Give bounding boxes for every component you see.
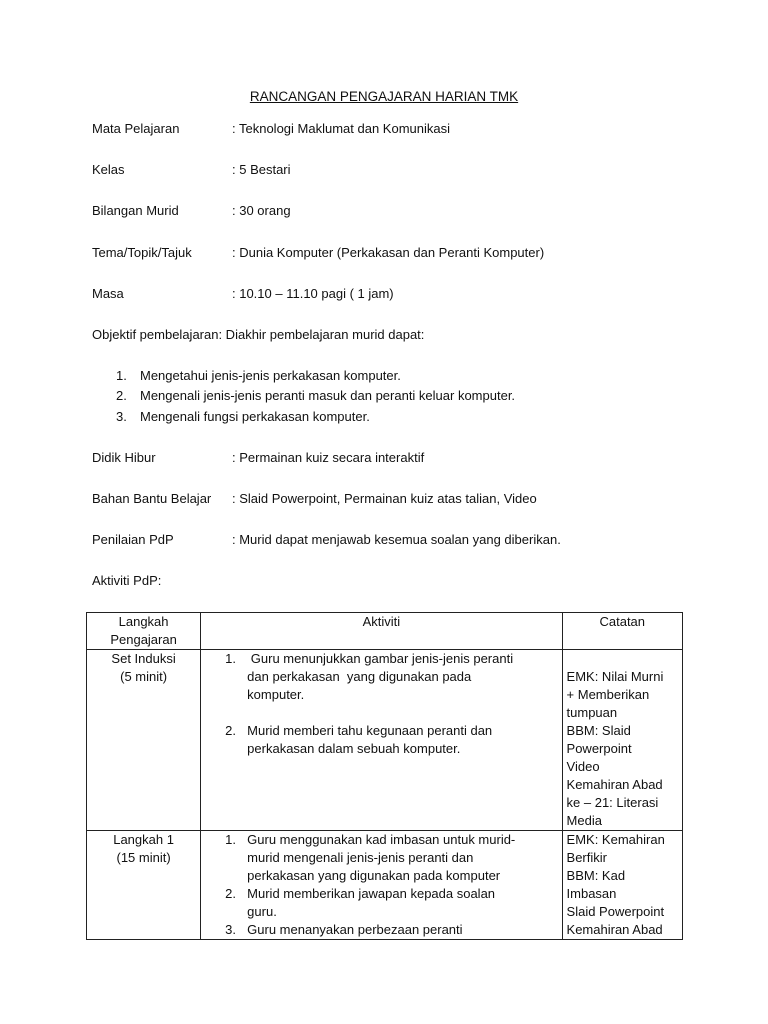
field-value: : 30 orang <box>232 203 291 218</box>
objective-item <box>116 408 370 426</box>
header-step-line: Langkah <box>118 614 169 629</box>
spacer <box>205 704 557 722</box>
step-cell <box>87 650 201 831</box>
activity-line: komputer. <box>247 687 305 702</box>
objective-heading: Objektif pembelajaran: Diakhir pembelajaran murid dapat: <box>92 327 425 342</box>
note-line: BBM: Kad <box>566 868 626 883</box>
note-line: BBM: Slaid <box>566 723 631 738</box>
activity-line: dan perkakasan yang digunakan pada <box>247 669 472 684</box>
activity-number: 1. <box>225 651 237 666</box>
objective-number: 1. <box>116 368 127 383</box>
note-line: EMK: Nilai Murni <box>566 669 664 684</box>
activity-line: Murid memberi tahu kegunaan peranti dan <box>247 723 493 738</box>
activity-cell <box>201 831 562 940</box>
note-line: Imbasan <box>566 886 617 901</box>
note-line: Media <box>566 813 602 828</box>
notes-cell <box>562 831 682 940</box>
note-line: Kemahiran Abad <box>566 922 663 937</box>
note-line: EMK: Kemahiran <box>566 832 665 847</box>
field-value: : Murid dapat menjawab kesemua soalan yang diberikan. <box>232 532 561 547</box>
activity-item <box>205 831 557 885</box>
header-step <box>87 613 201 650</box>
step-duration: (15 minit) <box>116 850 171 865</box>
field-label: Didik Hibur <box>92 450 156 465</box>
activity-line: perkakasan dalam sebuah komputer. <box>247 741 461 756</box>
activity-number: 1. <box>225 832 237 847</box>
objective-number: 2. <box>116 388 127 403</box>
objective-item <box>116 367 401 385</box>
notes-cell <box>562 650 682 831</box>
activity-number: 3. <box>225 922 237 937</box>
field-value: : 10.10 – 11.10 pagi ( 1 jam) <box>232 286 394 301</box>
field-value: : Slaid Powerpoint, Permainan kuiz atas talian, Video <box>232 491 537 506</box>
note-line: ke – 21: Literasi <box>566 795 659 810</box>
step-name: Langkah 1 <box>113 832 174 847</box>
activity-number: 2. <box>225 723 237 738</box>
notes-spacer <box>567 650 678 668</box>
note-line: Powerpoint <box>566 741 632 756</box>
activities-table <box>86 612 683 940</box>
objective-item <box>116 387 515 405</box>
header-activity: Aktiviti <box>201 613 562 650</box>
activity-line: perkakasan yang digunakan pada komputer <box>247 868 501 883</box>
table-row <box>87 650 683 831</box>
note-line: Video <box>566 759 600 774</box>
activity-item <box>205 921 557 939</box>
header-notes: Catatan <box>562 613 682 650</box>
field-label: Kelas <box>92 162 125 177</box>
activity-line: guru. <box>247 904 277 919</box>
field-label: Mata Pelajaran <box>92 121 180 136</box>
field-value: : Permainan kuiz secara interaktif <box>232 450 425 465</box>
note-line: + Memberikan <box>566 687 650 702</box>
field-value: : Dunia Komputer (Perkakasan dan Peranti Komputer) <box>232 245 545 260</box>
field-value: : 5 Bestari <box>232 162 291 177</box>
activity-item <box>205 650 557 704</box>
activity-number: 2. <box>225 886 237 901</box>
note-line: Slaid Powerpoint <box>566 904 665 919</box>
note-line: Kemahiran Abad <box>566 777 663 792</box>
step-name: Set Induksi <box>111 651 176 666</box>
activity-line: Guru menunjukkan gambar jenis-jenis peranti <box>247 651 514 666</box>
field-label: Bahan Bantu Belajar <box>92 491 212 506</box>
objective-text: Mengetahui jenis-jenis perkakasan komputer. <box>140 368 401 383</box>
table-header-row <box>87 613 683 650</box>
note-line: Berfikir <box>566 850 607 865</box>
field-label: Tema/Topik/Tajuk <box>92 245 192 260</box>
field-label: Bilangan Murid <box>92 203 179 218</box>
activity-line: Guru menanyakan perbezaan peranti <box>247 922 463 937</box>
field-value: : Teknologi Maklumat dan Komunikasi <box>232 121 450 136</box>
header-step-line: Pengajaran <box>110 632 177 647</box>
activity-cell <box>201 650 562 831</box>
activity-line: murid mengenali jenis-jenis peranti dan <box>247 850 474 865</box>
field-label: Penilaian PdP <box>92 532 174 547</box>
objective-text: Mengenali jenis-jenis peranti masuk dan peranti keluar komputer. <box>140 388 516 403</box>
activity-line: Murid memberikan jawapan kepada soalan <box>247 886 496 901</box>
document-title: RANCANGAN PENGAJARAN HARIAN TMK <box>249 89 519 104</box>
objective-text: Mengenali fungsi perkakasan komputer. <box>140 409 370 424</box>
step-cell <box>87 831 201 940</box>
activity-item <box>205 885 557 921</box>
step-duration: (5 minit) <box>120 669 168 684</box>
table-row <box>87 831 683 940</box>
field-label: Masa <box>92 286 124 301</box>
activity-item <box>205 722 557 758</box>
activities-heading: Aktiviti PdP: <box>92 573 162 588</box>
activity-line: Guru menggunakan kad imbasan untuk murid- <box>247 832 516 847</box>
objective-number: 3. <box>116 409 127 424</box>
note-line: tumpuan <box>566 705 618 720</box>
